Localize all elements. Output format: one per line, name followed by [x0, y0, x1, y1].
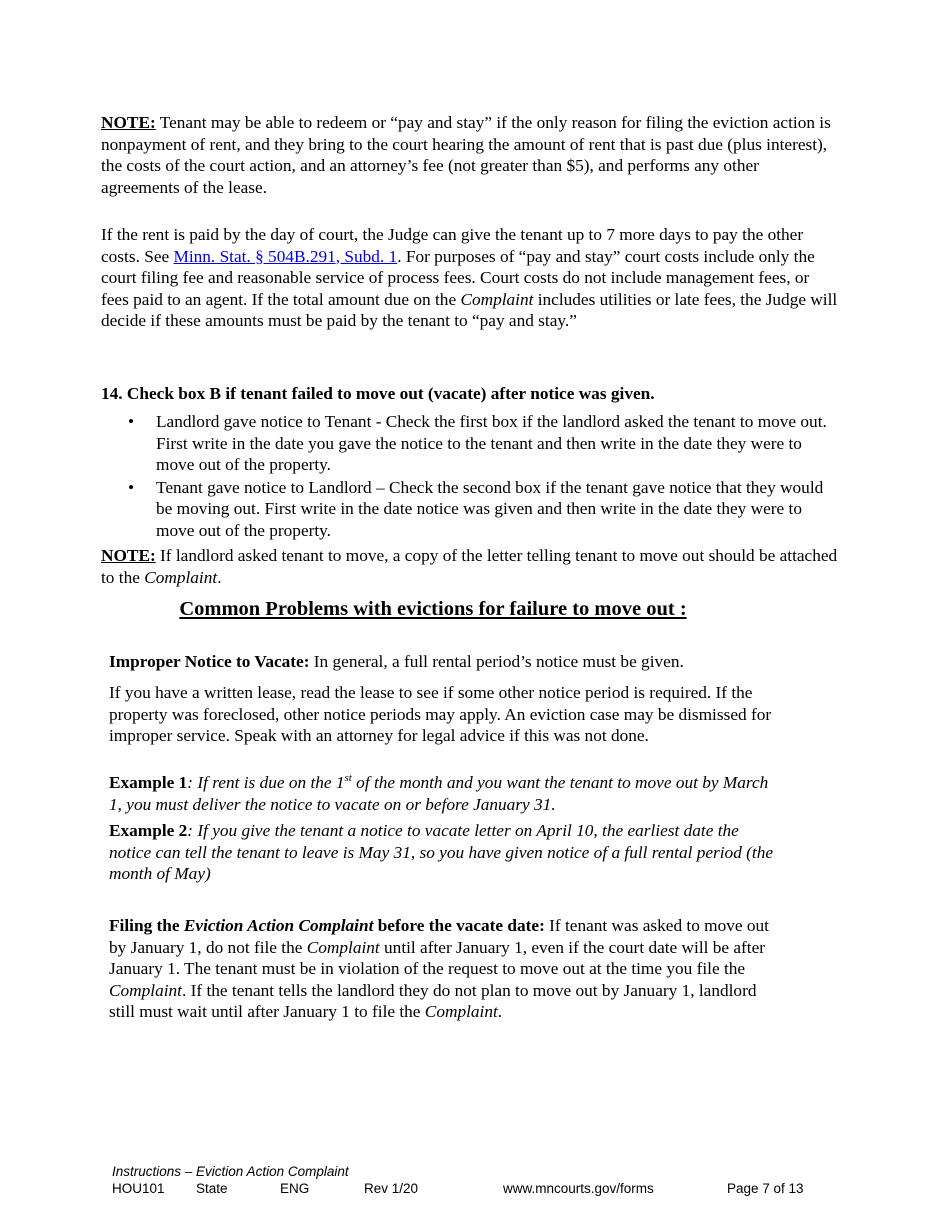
footer-form-id: HOU101 [112, 1181, 165, 1196]
example-text: : If rent is due on the 1 [187, 773, 345, 792]
filing-end: . [497, 1002, 503, 1021]
footer-title [112, 1163, 349, 1180]
bullet-text: Landlord gave notice to Tenant - Check the first box if the landlord asked the tenant to move out. First write in the date you gave the notice to the tenant and then write in the date they were to move out of the property. [156, 412, 827, 474]
filing-label-italic: Eviction Action Complaint [183, 916, 374, 935]
footer-row [112, 1180, 832, 1197]
note-text: Tenant may be able to redeem or “pay and stay” if the only reason for filing the eviction action is nonpayment of rent, and they bring to the court hearing the amount of rent that is past due (plus interest), the costs of the court action, and an attorney’s fee (not greater than $5), and performs any other agreements of the lease. [101, 113, 831, 197]
complaint-italic: Complaint [109, 980, 182, 1000]
improper-label: Improper Notice to Vacate: [109, 652, 310, 671]
rent-text-3: includes utilities or late fees, the Judge will decide if these amounts must be paid by the tenant to “pay and stay.” [101, 289, 838, 330]
footer-title-text: Instructions – Eviction Action Complaint [112, 1164, 349, 1179]
footer-lang: ENG [280, 1181, 310, 1196]
note-text: If landlord asked tenant to move, a copy of the letter telling tenant to move out should be attached to the [101, 546, 838, 587]
complaint-italic: Complaint [306, 937, 380, 957]
improper-text: In general, a full rental period’s notice must be given. [309, 652, 684, 671]
example-text: : If you give the tenant a notice to vacate letter on April 10, the earliest date the notice can tell the tenant to leave is May 31, so you have given notice of a full rental period (the month of May) [109, 821, 774, 883]
note-label: NOTE: [101, 113, 156, 132]
common-problems-heading: Common Problems with evictions for failure to move out : [179, 598, 687, 620]
filing-label: Filing the [109, 916, 184, 935]
complaint-italic: Complaint [424, 1002, 498, 1021]
footer-scope: State [196, 1181, 228, 1196]
example-2 [109, 820, 779, 885]
section-14-bullets [101, 411, 841, 542]
list-item [101, 477, 841, 542]
note-label: NOTE: [101, 546, 156, 565]
example-text: of the month and you want the tenant to move out by March 1, you must deliver the notice to vacate on or before January 31. [109, 773, 769, 814]
footer-rev: Rev 1/20 [364, 1181, 419, 1196]
list-item [101, 411, 841, 476]
footer-page-number: Page 7 of 13 [727, 1181, 804, 1196]
rent-paid-paragraph [101, 224, 841, 332]
note-letter [101, 545, 841, 588]
bullet-text: Tenant gave notice to Landlord – Check the second box if the tenant gave notice that they would be moving out. First write in the date notice was given and then write in the date they were to move out of the property. [156, 477, 824, 540]
superscript: st [344, 772, 352, 785]
filing-label-end: before the vacate date: [373, 916, 545, 935]
filing-text: . If the tenant tells the landlord they do not plan to move out by January 1, landlord still must wait until after January 1 to file the [109, 980, 757, 1021]
statute-link[interactable]: Minn. Stat. § 504B.291, Subd. 1 [173, 246, 398, 266]
filing-text: until after January 1, even if the court date will be after January 1. The tenant must be in violation of the request to move out at the time you file the [109, 937, 766, 978]
bullet-icon: • [128, 412, 135, 431]
complaint-italic: Complaint [460, 289, 534, 309]
example-label: Example 2 [109, 821, 188, 840]
filing-paragraph [109, 915, 779, 1023]
section-14-heading: 14. Check box B if tenant failed to move out (vacate) after notice was given. [101, 384, 655, 403]
rent-text-1: If the rent is paid by the day of court, the Judge can give the tenant up to 7 more days to pay the other costs. See [101, 225, 804, 266]
improper-notice-paragraph [109, 651, 779, 673]
rent-text-2: . For purposes of “pay and stay” court costs include only the court filing fee and reasonable service of process fees. Court costs do not include management fees, or fees paid to an agent. If the total amount due on the [101, 246, 815, 309]
complaint-italic: Complaint [144, 567, 218, 587]
footer-url: www.mncourts.gov/forms [503, 1181, 654, 1196]
note-end: . [217, 567, 222, 587]
example-label: Example 1 [109, 773, 188, 792]
bullet-icon: • [128, 477, 135, 497]
filing-text: If tenant was asked to move out by January 1, do not file the [109, 916, 769, 957]
lease-paragraph: If you have a written lease, read the lease to see if some other notice period is required. If the property was foreclosed, other notice periods may apply. An eviction case may be dismissed for improper service. Speak with an attorney for legal advice if this was not done. [109, 683, 772, 745]
note-pay-and-stay [101, 112, 841, 198]
example-1 [109, 772, 779, 815]
